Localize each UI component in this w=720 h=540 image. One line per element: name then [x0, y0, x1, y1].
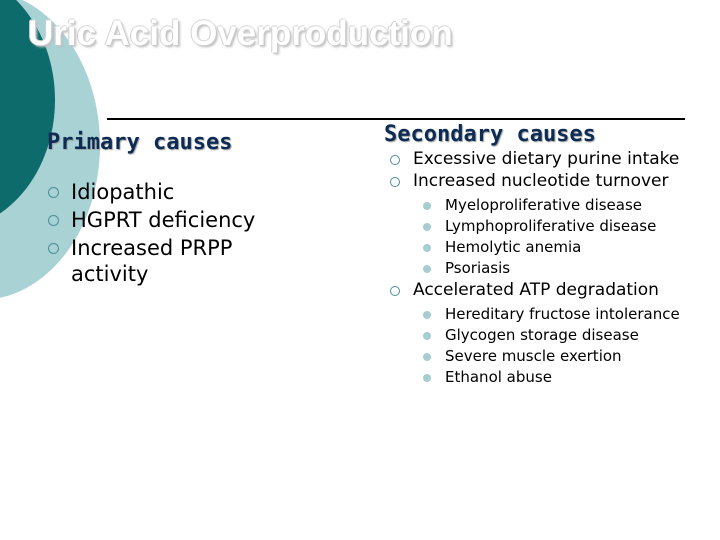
list-item — [45, 179, 295, 205]
list-item-label: Accelerated ATP degradation — [413, 280, 659, 300]
secondary-causes-list — [387, 150, 697, 390]
filled-circle-bullet-icon — [423, 265, 431, 273]
list-item-label: Increased nucleotide turnover — [413, 171, 669, 191]
sub-list-item-label: Glycogen storage disease — [445, 326, 639, 344]
filled-circle-bullet-icon — [423, 244, 431, 252]
sub-list-item-label: Hemolytic anemia — [445, 238, 582, 256]
slide-title: Uric Acid Overproduction — [28, 14, 453, 53]
list-item-label: Excessive dietary purine intake — [413, 149, 680, 169]
hollow-circle-bullet-icon — [48, 187, 59, 198]
filled-circle-bullet-icon — [423, 374, 431, 382]
filled-circle-bullet-icon — [423, 311, 431, 319]
filled-circle-bullet-icon — [423, 223, 431, 231]
sub-list — [419, 197, 697, 277]
sub-list-item-label: Lymphoproliferative disease — [445, 217, 657, 235]
filled-circle-bullet-icon — [423, 202, 431, 210]
sub-list-item — [419, 369, 697, 386]
sub-list-item — [419, 239, 697, 256]
sub-list-item-label: Hereditary fructose intolerance — [445, 305, 680, 323]
primary-causes-list — [45, 179, 295, 289]
list-item — [387, 281, 697, 386]
sub-list-item — [419, 327, 697, 344]
heading-divider — [107, 118, 685, 120]
sub-list-item-label: Severe muscle exertion — [445, 347, 622, 365]
sub-list-item-label: Ethanol abuse — [445, 368, 552, 386]
list-item — [387, 150, 697, 169]
list-item-label: Increased PRPP activity — [71, 236, 233, 286]
hollow-circle-bullet-icon — [390, 286, 400, 296]
filled-circle-bullet-icon — [423, 332, 431, 340]
sub-list-item — [419, 218, 697, 235]
sub-list-item-label: Psoriasis — [445, 259, 511, 277]
sub-list-item — [419, 260, 697, 277]
list-item — [45, 207, 295, 233]
hollow-circle-bullet-icon — [390, 177, 400, 187]
list-item — [45, 235, 295, 287]
sub-list-item — [419, 306, 697, 323]
sub-list-item — [419, 197, 697, 214]
hollow-circle-bullet-icon — [48, 215, 59, 226]
filled-circle-bullet-icon — [423, 353, 431, 361]
sub-list — [419, 306, 697, 386]
hollow-circle-bullet-icon — [390, 155, 400, 165]
list-item-label: Idiopathic — [71, 180, 175, 204]
list-item-label: HGPRT deficiency — [71, 208, 256, 232]
hollow-circle-bullet-icon — [48, 243, 59, 254]
primary-causes-heading: Primary causes — [47, 130, 233, 155]
secondary-causes-heading: Secondary causes — [384, 122, 596, 147]
list-item — [387, 172, 697, 277]
sub-list-item — [419, 348, 697, 365]
sub-list-item-label: Myeloproliferative disease — [445, 196, 643, 214]
